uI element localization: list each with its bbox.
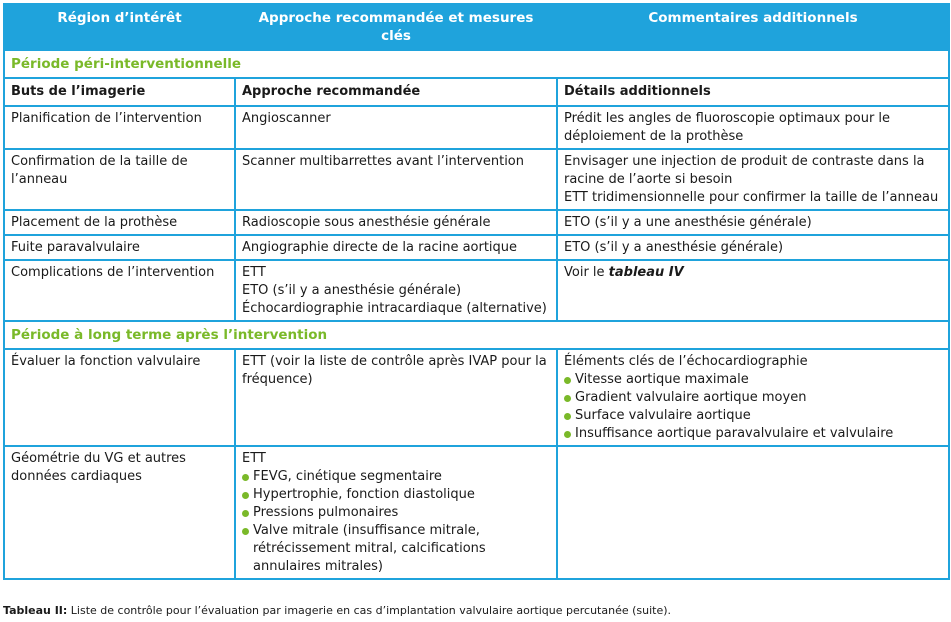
cell-details xyxy=(557,349,949,446)
cell-details: ETO (s’il y a une anesthésie générale) xyxy=(557,210,949,235)
cell-approach xyxy=(235,260,557,321)
bullet-dot-icon xyxy=(564,431,571,438)
list-item xyxy=(242,486,550,504)
list-item-text: Surface valvulaire aortique xyxy=(575,408,751,423)
list-item xyxy=(564,425,942,443)
subheader-row xyxy=(4,78,949,106)
cell-approach: Angiographie directe de la racine aortique xyxy=(235,235,557,260)
list-item-text: FEVG, cinétique segmentaire xyxy=(253,469,442,484)
bullet-dot-icon xyxy=(564,395,571,402)
header-region: Région d’intérêt xyxy=(4,4,235,50)
subheader-details: Détails additionnels xyxy=(557,78,949,106)
list-item xyxy=(564,407,942,425)
bullet-dot-icon xyxy=(564,377,571,384)
detail-text: Voir le xyxy=(564,265,609,280)
cell-goal: Planification de l’intervention xyxy=(4,106,235,149)
subheader-approach: Approche recommandée xyxy=(235,78,557,106)
cell-goal: Placement de la prothèse xyxy=(4,210,235,235)
cell-approach: ETT (voir la liste de contrôle après IVAP pour la fréquence) xyxy=(235,349,557,446)
cell-details: ETO (s’il y a anesthésie générale) xyxy=(557,235,949,260)
cell-details: Prédit les angles de fluoroscopie optimaux pour le déploiement de la prothèse xyxy=(557,106,949,149)
table-row xyxy=(4,349,949,446)
section-title-peri: Période péri-interventionnelle xyxy=(4,50,949,78)
list-item-text: Valve mitrale (insuffisance mitrale, rétrécissement mitral, calcifications annulaires mitrales) xyxy=(253,523,486,574)
table-row xyxy=(4,260,949,321)
cell-goal: Géométrie du VG et autres données cardiaques xyxy=(4,446,235,579)
list-item xyxy=(242,504,550,522)
section-title-row xyxy=(4,321,949,349)
detail-intro: Éléments clés de l’échocardiographie xyxy=(564,354,808,369)
table-container xyxy=(3,3,948,580)
caption-label: Tableau II: xyxy=(3,604,68,617)
cell-goal: Confirmation de la taille de l’anneau xyxy=(4,149,235,210)
header-comments: Commentaires additionnels xyxy=(557,4,949,50)
approach-line: ETT xyxy=(242,265,266,280)
detail-line: ETT tridimensionnelle pour confirmer la taille de l’anneau xyxy=(564,190,939,205)
table-row xyxy=(4,210,949,235)
table-row xyxy=(4,149,949,210)
cell-goal: Évaluer la fonction valvulaire xyxy=(4,349,235,446)
bullet-dot-icon xyxy=(242,492,249,499)
approach-line: Échocardiographie intracardiaque (alternative) xyxy=(242,301,547,316)
approach-intro: ETT xyxy=(242,451,266,466)
cell-details xyxy=(557,149,949,210)
table-caption xyxy=(3,604,671,618)
list-item-text: Vitesse aortique maximale xyxy=(575,372,749,387)
cell-approach: Angioscanner xyxy=(235,106,557,149)
list-item xyxy=(242,522,550,576)
bullet-dot-icon xyxy=(564,413,571,420)
cell-details xyxy=(557,260,949,321)
header-row xyxy=(4,4,949,50)
cell-details-empty xyxy=(557,446,949,579)
list-item-text: Pressions pulmonaires xyxy=(253,505,399,520)
list-item xyxy=(564,371,942,389)
header-approach: Approche recommandée et mesures clés xyxy=(235,4,557,50)
section-title-long-term: Période à long terme après l’intervention xyxy=(4,321,949,349)
bullet-dot-icon xyxy=(242,510,249,517)
list-item-text: Gradient valvulaire aortique moyen xyxy=(575,390,807,405)
table-row xyxy=(4,446,949,579)
table-row xyxy=(4,235,949,260)
approach-line: ETO (s’il y a anesthésie générale) xyxy=(242,283,462,298)
bullet-dot-icon xyxy=(242,528,249,535)
cell-approach: Radioscopie sous anesthésie générale xyxy=(235,210,557,235)
cell-goal: Fuite paravalvulaire xyxy=(4,235,235,260)
list-item xyxy=(564,389,942,407)
list-item xyxy=(242,468,550,486)
cell-approach xyxy=(235,446,557,579)
cell-approach: Scanner multibarrettes avant l’intervention xyxy=(235,149,557,210)
caption-text: Liste de contrôle pour l’évaluation par imagerie en cas d’implantation valvulaire aortique percutanée (suite). xyxy=(67,604,672,617)
detail-line: Envisager une injection de produit de contraste dans la racine de l’aorte si besoin xyxy=(564,154,925,187)
table-row xyxy=(4,106,949,149)
bullet-dot-icon xyxy=(242,474,249,481)
list-item-text: Hypertrophie, fonction diastolique xyxy=(253,487,475,502)
list-item-text: Insuffisance aortique paravalvulaire et valvulaire xyxy=(575,426,894,441)
table-reference-link: tableau IV xyxy=(608,265,684,280)
imaging-checklist-table xyxy=(3,3,950,580)
section-title-row xyxy=(4,50,949,78)
cell-goal: Complications de l’intervention xyxy=(4,260,235,321)
subheader-goals: Buts de l’imagerie xyxy=(4,78,235,106)
